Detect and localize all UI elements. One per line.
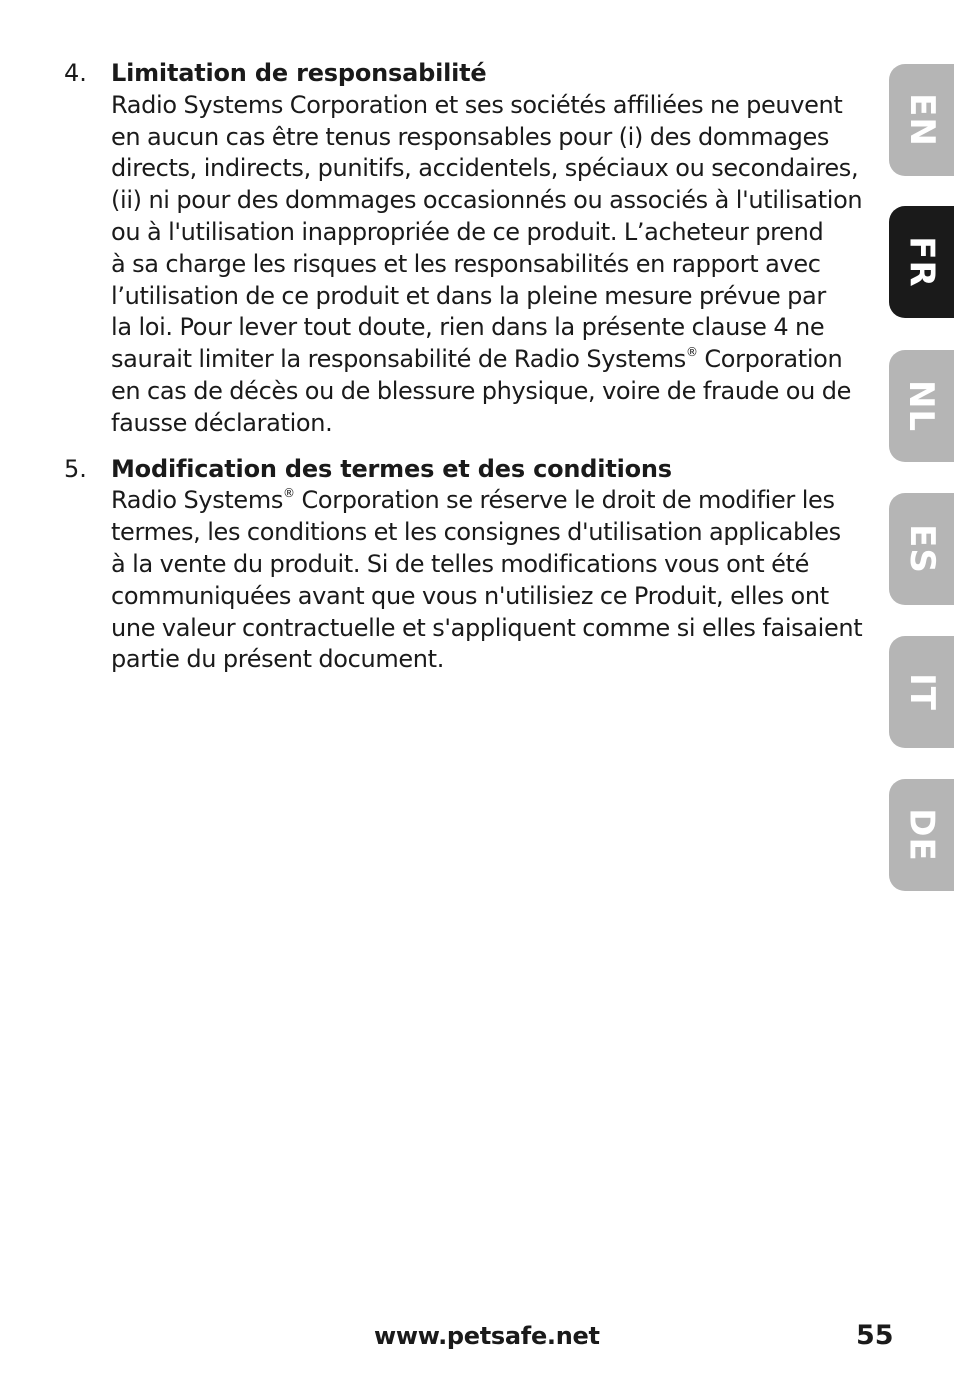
section-paragraph [111, 485, 864, 676]
text-line: termes, les conditions et les consignes d'utilisation applicables [111, 518, 841, 547]
text-line: partie du présent document. [111, 645, 444, 674]
tab-label: DE [901, 808, 942, 862]
registered-mark: ® [685, 345, 698, 360]
text-line [111, 485, 864, 517]
text-line: une valeur contractuelle et s'appliquent comme si elles faisaient [111, 613, 863, 642]
text-line: fausse déclaration. [111, 408, 333, 437]
text-line: l’utilisation de ce produit et dans la pleine mesure prévue par [111, 281, 826, 310]
tab-label: FR [901, 236, 942, 288]
tab-language-de[interactable] [889, 779, 954, 891]
text-segment: saurait limiter la responsabilité de Radio Systems [111, 345, 686, 374]
text-line: en aucun cas être tenus responsables pour (i) des dommages [111, 122, 830, 151]
page-number: 55 [856, 1320, 894, 1351]
text-line: la loi. Pour lever tout doute, rien dans la présente clause 4 ne [111, 313, 825, 342]
tab-label: EN [901, 93, 942, 147]
text-segment: Corporation se réserve le droit de modifier les [294, 486, 835, 515]
text-line: en cas de décès ou de blessure physique, voire de fraude ou de [111, 376, 852, 405]
tab-label: IT [901, 673, 942, 711]
section-modification [64, 454, 864, 677]
section-content [111, 454, 864, 677]
text-line: Radio Systems Corporation et ses sociétés affiliées ne peuvent [111, 90, 843, 119]
tab-language-nl[interactable] [889, 350, 954, 462]
tab-label: NL [901, 379, 942, 433]
tab-label: ES [901, 524, 942, 574]
tab-language-en[interactable] [889, 64, 954, 176]
tab-language-es[interactable] [889, 493, 954, 605]
section-number: 5. [64, 454, 87, 483]
footer-website-link[interactable]: www.petsafe.net [374, 1322, 600, 1350]
document-body [64, 58, 864, 676]
text-line: communiquées avant que vous n'utilisiez ce Produit, elles ont [111, 581, 829, 610]
tab-language-fr[interactable] [889, 206, 954, 318]
text-line: (ii) ni pour des dommages occasionnés ou associés à l'utilisation [111, 186, 863, 215]
tab-language-it[interactable] [889, 636, 954, 748]
section-content [111, 58, 864, 440]
text-line: ou à l'utilisation inappropriée de ce produit. L’acheteur prend [111, 217, 824, 246]
section-paragraph [111, 90, 864, 440]
text-segment: Corporation [697, 345, 843, 374]
section-heading: Modification des termes et des conditions [111, 454, 672, 483]
section-number: 4. [64, 59, 87, 87]
registered-mark: ® [283, 486, 295, 501]
text-line: à sa charge les risques et les responsabilités en rapport avec [111, 249, 821, 278]
text-line [111, 344, 864, 376]
section-liability [64, 58, 864, 440]
section-heading: Limitation de responsabilité [111, 59, 487, 87]
text-segment: Radio Systems [111, 486, 284, 515]
text-line: à la vente du produit. Si de telles modifications vous ont été [111, 549, 810, 578]
text-line: directs, indirects, punitifs, accidentels, spéciaux ou secondaires, [111, 154, 859, 183]
